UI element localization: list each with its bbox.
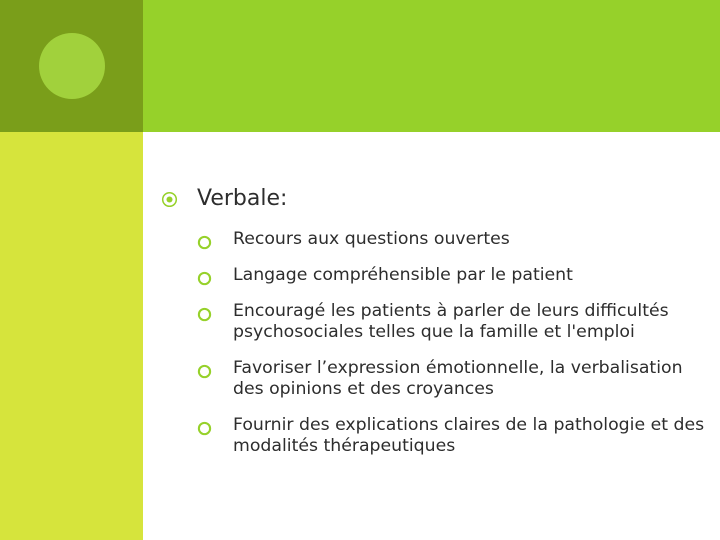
list-item-text: Langage compréhensible par le patient [233, 265, 573, 285]
list-item-text: Favoriser l’expression émotionnelle, la verbalisation des opinions et des croyances [233, 358, 683, 399]
list-item [197, 358, 706, 400]
decorative-circle [39, 33, 105, 99]
ring-icon [197, 364, 212, 379]
main-bullet-text: Verbale: [197, 186, 288, 211]
list-item [197, 415, 706, 457]
list-item-text: Fournir des explications claires de la pathologie et des modalités thérapeutiques [233, 415, 705, 456]
sub-bullet-list [197, 229, 706, 457]
ring-icon [197, 235, 212, 250]
ring-icon [197, 421, 212, 436]
main-bullet [161, 183, 706, 215]
left-side-strip [0, 132, 143, 540]
circled-dot-icon [161, 191, 178, 208]
list-item [197, 229, 706, 250]
list-item-text: Encouragé les patients à parler de leurs difficultés psychosociales telles que la famille et l'emploi [233, 301, 669, 342]
ring-icon [197, 307, 212, 322]
list-item-text: Recours aux questions ouvertes [233, 229, 510, 249]
header-band [143, 0, 720, 132]
slide-content [161, 183, 706, 472]
ring-icon [197, 271, 212, 286]
list-item [197, 301, 706, 343]
list-item [197, 265, 706, 286]
